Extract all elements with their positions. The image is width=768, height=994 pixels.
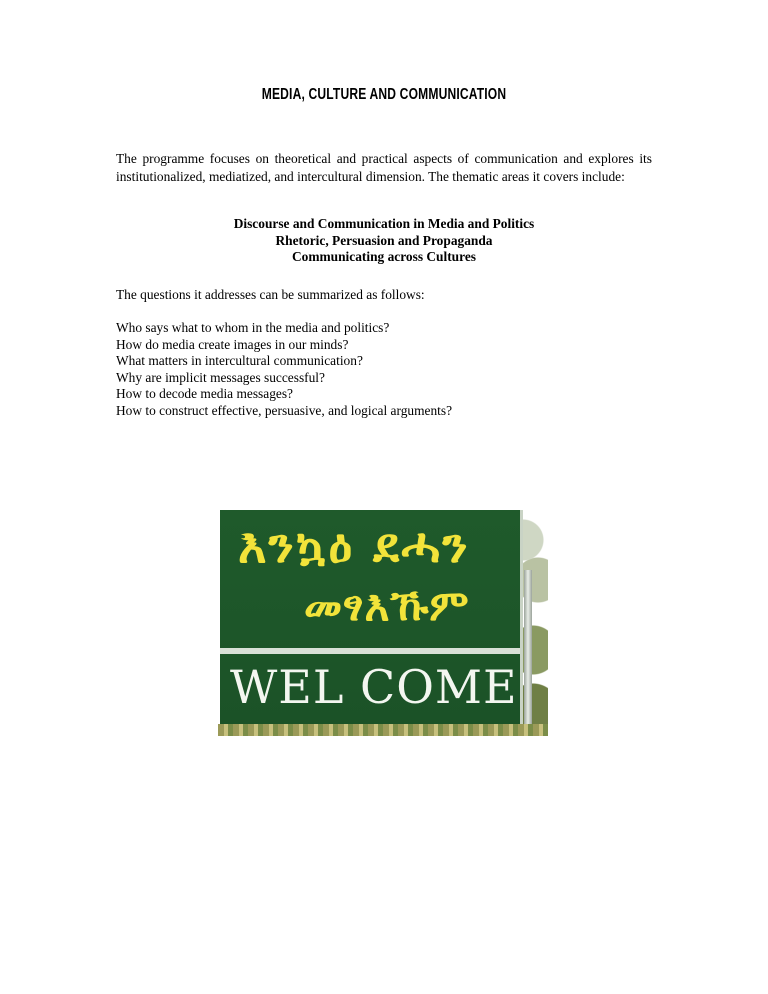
- theme-item: Discourse and Communication in Media and Politics: [233, 216, 535, 231]
- sign-welcome-text: WEL COME: [230, 660, 518, 714]
- question-item: Why are implicit messages successful?: [116, 369, 325, 385]
- sign-pole: [524, 570, 532, 736]
- intro-paragraph: The programme focuses on theoretical and practical aspects of communication and explores its institutionalized, mediatized, and intercultural dimension. The thematic areas it covers include:: [116, 151, 652, 184]
- theme-item: Communicating across Cultures: [291, 249, 476, 264]
- sign-board: [220, 510, 523, 724]
- questions-intro: The questions it addresses can be summarized as follows:: [116, 287, 425, 302]
- question-item: How to decode media messages?: [116, 386, 293, 401]
- welcome-sign-photo: [218, 510, 548, 736]
- question-item: How do media create images in our minds?: [116, 336, 349, 352]
- ground-grass: [218, 724, 548, 736]
- theme-item: Rhetoric, Persuasion and Propaganda: [275, 232, 493, 248]
- question-item: Who says what to whom in the media and politics?: [116, 320, 390, 335]
- questions-list: [116, 320, 652, 419]
- question-item: How to construct effective, persuasive, and logical arguments?: [116, 402, 453, 418]
- question-item: What matters in intercultural communication?: [116, 353, 363, 368]
- sign-line-1: እንኳዕ ደሓን: [238, 518, 470, 574]
- sign-line-2: መፃእኹም: [304, 581, 470, 630]
- sign-divider: [220, 648, 520, 654]
- document-title: MEDIA, CULTURE AND COMMUNICATION: [261, 86, 507, 103]
- themes-list: [116, 216, 652, 266]
